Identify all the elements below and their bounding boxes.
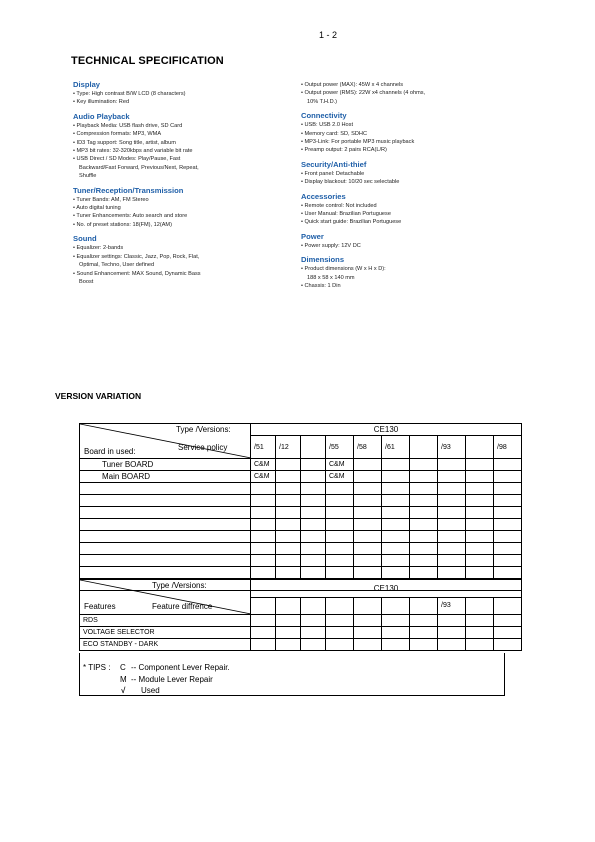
spec-section: [73, 112, 283, 181]
empty-row: [80, 567, 522, 579]
spec-item: Optimal, Techno, User defined: [79, 262, 155, 269]
table-cell: [494, 495, 522, 507]
version-cell: /12: [276, 436, 301, 459]
table-cell: [276, 531, 301, 543]
table-cell: [466, 627, 494, 639]
spec-item: • Preamp output: 2 pairs RCA(L/R): [301, 146, 511, 154]
table-cell: [80, 543, 251, 555]
table-cell: [251, 639, 276, 651]
table-cell: [410, 519, 438, 531]
table-cell: [326, 555, 354, 567]
spec-list: [301, 202, 511, 227]
table-cell: [251, 627, 276, 639]
tips-check-text: Used: [141, 686, 160, 695]
table-cell: [301, 543, 326, 555]
spec-item: • Tuner Bands: AM, FM Stereo: [73, 196, 283, 204]
table-cell: [326, 495, 354, 507]
table-cell: [251, 555, 276, 567]
board-in-used-label: Board in used:: [84, 447, 136, 456]
table-cell: [466, 567, 494, 579]
section-heading: Dimensions: [301, 255, 345, 265]
version-cell: /93: [438, 436, 466, 459]
table-cell: C&M: [251, 459, 276, 471]
table-cell: [410, 507, 438, 519]
table-cell: [80, 507, 251, 519]
spec-item: 10% T.H.D.): [307, 98, 338, 105]
table-cell: [301, 627, 326, 639]
table-cell: [354, 483, 382, 495]
table-cell: [354, 507, 382, 519]
table-cell: [438, 555, 466, 567]
table-cell: [410, 627, 438, 639]
table-cell: [276, 639, 301, 651]
table-cell: [494, 567, 522, 579]
version-cell: [410, 597, 438, 615]
table-cell: [410, 495, 438, 507]
table-cell: [382, 471, 410, 483]
table-cell: [276, 519, 301, 531]
page-title: TECHNICAL SPECIFICATION: [71, 55, 224, 67]
spec-section: [73, 80, 283, 107]
table-cell: C&M: [251, 471, 276, 483]
spec-section: [73, 186, 283, 230]
table2-header-cell: [80, 580, 251, 615]
version-cell: /61: [382, 436, 410, 459]
version-cell: [410, 436, 438, 459]
model-cell: CE130: [251, 580, 522, 598]
table-cell: [301, 639, 326, 651]
table-cell: [326, 627, 354, 639]
table-cell: [494, 555, 522, 567]
empty-row: [80, 543, 522, 555]
spec-right-column: [301, 81, 511, 296]
version-cell: /55: [326, 436, 354, 459]
spec-section: [301, 255, 511, 290]
table-cell: C&M: [326, 471, 354, 483]
table-cell: [438, 627, 466, 639]
spec-section: [301, 192, 511, 227]
table-cell: [251, 495, 276, 507]
check-icon: √: [121, 686, 126, 695]
spec-section: [301, 160, 511, 187]
spec-item: • MP3 bit rates: 32-320kbps and variable bit rate: [73, 147, 283, 155]
table-cell: [276, 471, 301, 483]
section-heading: Connectivity: [301, 111, 347, 121]
empty-row: [80, 531, 522, 543]
spec-list: [301, 121, 511, 155]
version-cell: /93: [438, 597, 466, 615]
table-cell: [301, 567, 326, 579]
table-cell: [276, 495, 301, 507]
table-cell: [276, 555, 301, 567]
empty-row: [80, 519, 522, 531]
spec-list: [301, 81, 511, 106]
feature-label: ECO STANDBY - DARK: [80, 639, 251, 651]
table-cell: [354, 567, 382, 579]
spec-left-column: [73, 80, 283, 291]
table-cell: C&M: [326, 459, 354, 471]
table-cell: [466, 495, 494, 507]
spec-item: 188 x 58 x 140 mm: [307, 274, 355, 281]
table-cell: [354, 615, 382, 627]
table-cell: [80, 567, 251, 579]
feature-row: [80, 639, 522, 651]
spec-item: • Front panel: Detachable: [301, 170, 511, 178]
table-cell: [466, 459, 494, 471]
spec-list: [73, 196, 283, 230]
table-cell: [466, 519, 494, 531]
spec-item: • Auto digital tuning: [73, 204, 283, 212]
spec-item: • User Manual: Brazilian Portuguese: [301, 210, 511, 218]
version-cell: [354, 597, 382, 615]
table-cell: [382, 543, 410, 555]
tips-c-text: -- Component Lever Repair.: [131, 663, 230, 672]
feature-label: VOLTAGE SELECTOR: [80, 627, 251, 639]
table-cell: [251, 567, 276, 579]
table-cell: [301, 531, 326, 543]
feature-row: [80, 627, 522, 639]
table-cell: [494, 543, 522, 555]
version-cell: [466, 597, 494, 615]
table-cell: [382, 483, 410, 495]
table-cell: [326, 639, 354, 651]
table-cell: [494, 615, 522, 627]
table-cell: [438, 495, 466, 507]
tips-c-key: C: [120, 663, 126, 672]
table-cell: [382, 555, 410, 567]
spec-item: • Tuner Enhancements: Auto search and store: [73, 212, 283, 220]
table-cell: [276, 459, 301, 471]
spec-section: [301, 232, 511, 250]
table-cell: [466, 507, 494, 519]
table-cell: [410, 615, 438, 627]
table-cell: [301, 471, 326, 483]
spec-item: • No. of preset stations: 18(FM), 12(AM): [73, 221, 283, 229]
table-cell: [251, 615, 276, 627]
spec-list: [73, 122, 283, 181]
spec-item: • Chassis: 1 Din: [301, 282, 511, 290]
spec-item: • Memory card: SD, SDHC: [301, 130, 511, 138]
table-cell: [301, 615, 326, 627]
table-cell: [494, 639, 522, 651]
table-cell: [494, 483, 522, 495]
version-cell: [301, 597, 326, 615]
table-cell: [354, 555, 382, 567]
service-policy-label: Service policy: [178, 443, 228, 452]
table-cell: [382, 507, 410, 519]
empty-row: [80, 555, 522, 567]
table-cell: [438, 471, 466, 483]
table-cell: [466, 615, 494, 627]
type-versions-label: Type /Versions:: [176, 425, 231, 434]
version-cell: [326, 597, 354, 615]
empty-row: [80, 483, 522, 495]
spec-item: • Quick start guide: Brazilian Portuguese: [301, 218, 511, 226]
empty-row: [80, 507, 522, 519]
table-cell: [301, 507, 326, 519]
table-cell: [438, 567, 466, 579]
spec-item: • Output power (MAX): 45W x 4 channels: [301, 81, 511, 89]
spec-item: • MP3-Link: For portable MP3 music playback: [301, 138, 511, 146]
spec-item: • Equalizer: 2-bands: [73, 244, 283, 252]
empty-row: [80, 495, 522, 507]
spec-item: • Product dimensions (W x H x D):: [301, 265, 511, 273]
version-cell: [276, 597, 301, 615]
table-cell: [276, 615, 301, 627]
table-cell: [438, 615, 466, 627]
table-cell: [382, 531, 410, 543]
table-cell: [438, 531, 466, 543]
table-cell: [80, 519, 251, 531]
table-cell: [410, 567, 438, 579]
table-cell: [438, 483, 466, 495]
table-cell: [466, 483, 494, 495]
section-heading: Security/Anti-thief: [301, 159, 367, 169]
table-cell: [354, 639, 382, 651]
spec-section: [73, 234, 283, 286]
table-cell: [354, 495, 382, 507]
table-cell: [494, 459, 522, 471]
spec-item: Backward/Fast Forward, Previous/Next, Repeat,: [79, 164, 199, 171]
version-board-table: [79, 423, 522, 591]
feature-row: [80, 615, 522, 627]
spec-item: • Power supply: 12V DC: [301, 242, 511, 250]
spec-item: Shuffle: [79, 173, 97, 180]
table-cell: [354, 519, 382, 531]
version-cell: [251, 597, 276, 615]
spec-item: • USB: USB 2.0 Host: [301, 121, 511, 129]
features-label: Features: [84, 602, 116, 611]
table-cell: [438, 639, 466, 651]
table-cell: [410, 483, 438, 495]
table-cell: [354, 459, 382, 471]
table-cell: [80, 495, 251, 507]
spec-item: • Equalizer settings: Classic, Jazz, Pop, Rock, Flat,: [73, 253, 283, 261]
section-heading: Tuner/Reception/Transmission: [73, 185, 184, 195]
table-cell: [410, 555, 438, 567]
spec-item: • Output power (RMS): 22W x4 channels (4 ohms,: [301, 89, 511, 97]
spec-item: • Type: High contrast B/W LCD (8 characters): [73, 90, 283, 98]
table-cell: [354, 531, 382, 543]
spec-list: [301, 242, 511, 250]
table-cell: [251, 519, 276, 531]
feature-difference-label: Feature diffrence: [152, 602, 213, 611]
version-variation-title: VERSION VARIATION: [55, 391, 142, 401]
table-cell: [410, 639, 438, 651]
table-cell: [494, 507, 522, 519]
table-cell: [410, 471, 438, 483]
version-cell: [466, 436, 494, 459]
table-cell: [382, 627, 410, 639]
spec-item: • Compression formats: MP3, WMA: [73, 130, 283, 138]
table-cell: [326, 567, 354, 579]
spec-item: • Key illumination: Red: [73, 98, 283, 106]
table-cell: [354, 627, 382, 639]
table-cell: [326, 531, 354, 543]
table-cell: [382, 519, 410, 531]
spec-list: [301, 170, 511, 187]
spec-section: [301, 111, 511, 155]
table-cell: [80, 531, 251, 543]
table-cell: [326, 519, 354, 531]
spec-section: [301, 81, 511, 106]
table-cell: [301, 555, 326, 567]
table-cell: [276, 543, 301, 555]
table-cell: [494, 627, 522, 639]
version-cell: /58: [354, 436, 382, 459]
type-versions-label: Type /Versions:: [152, 581, 207, 590]
page-number: 1 - 2: [319, 30, 338, 40]
spec-list: [73, 244, 283, 286]
version-cell: /51: [251, 436, 276, 459]
table-cell: [251, 507, 276, 519]
tips-m-key: M: [120, 675, 127, 684]
version-cell: [494, 597, 522, 615]
spec-item: • USB Direct / SD Modes: Play/Pause, Fast: [73, 155, 283, 163]
table-cell: [494, 531, 522, 543]
table-cell: [466, 555, 494, 567]
spec-item: • Sound Enhancement: MAX Sound, Dynamic Bass: [73, 270, 283, 278]
table-cell: [301, 459, 326, 471]
table-cell: [382, 615, 410, 627]
table-cell: [80, 483, 251, 495]
table-cell: [301, 495, 326, 507]
table-cell: [410, 459, 438, 471]
section-heading: Audio Playback: [73, 111, 130, 121]
feature-table: [79, 579, 522, 651]
spec-item: Boost: [79, 278, 94, 285]
table-cell: [466, 471, 494, 483]
section-heading: Power: [301, 231, 324, 241]
table-cell: [410, 531, 438, 543]
table-row: [80, 459, 522, 471]
table-cell: [301, 519, 326, 531]
spec-list: [73, 90, 283, 107]
table-cell: [276, 483, 301, 495]
table-cell: [438, 519, 466, 531]
spec-item: • Display blackout: 10/20 sec selectable: [301, 178, 511, 186]
tips-m-text: -- Module Lever Repair: [131, 675, 213, 684]
spec-item: • ID3 Tag support: Song title, artist, album: [73, 139, 283, 147]
spec-item: • Playback Media: USB flash drive, SD Card: [73, 122, 283, 130]
table-cell: [80, 555, 251, 567]
table-cell: [326, 543, 354, 555]
table-cell: [494, 519, 522, 531]
tips-box: [79, 653, 505, 696]
table-cell: [326, 483, 354, 495]
table-cell: [251, 531, 276, 543]
version-cell: /98: [494, 436, 522, 459]
table-cell: [354, 543, 382, 555]
table-cell: [276, 627, 301, 639]
table-cell: [326, 615, 354, 627]
section-heading: Sound: [73, 234, 97, 244]
table-cell: [382, 495, 410, 507]
table-cell: [354, 471, 382, 483]
table-cell: [251, 543, 276, 555]
table-cell: [382, 567, 410, 579]
table-cell: [382, 459, 410, 471]
feature-label: RDS: [80, 615, 251, 627]
board-label: Tuner BOARD: [80, 459, 251, 471]
section-heading: Accessories: [301, 191, 346, 201]
table-cell: [276, 567, 301, 579]
version-cell: [301, 436, 326, 459]
table-cell: [494, 471, 522, 483]
table-cell: [276, 507, 301, 519]
table1-header-cell: [80, 424, 251, 459]
table-cell: [438, 459, 466, 471]
table-cell: [438, 543, 466, 555]
tips-prefix: * TIPS :: [83, 663, 111, 672]
table-cell: [301, 483, 326, 495]
table-cell: [251, 483, 276, 495]
table-cell: [382, 639, 410, 651]
table-cell: [410, 543, 438, 555]
board-label: Main BOARD: [80, 471, 251, 483]
spec-list: [301, 265, 511, 290]
table-row: [80, 471, 522, 483]
table-cell: [466, 543, 494, 555]
table-cell: [326, 507, 354, 519]
spec-item: • Remote control: Not included: [301, 202, 511, 210]
version-cell: [382, 597, 410, 615]
model-cell: CE130: [251, 424, 522, 436]
section-heading: Display: [73, 80, 101, 89]
table-cell: [466, 531, 494, 543]
table-cell: [466, 639, 494, 651]
table-cell: [438, 507, 466, 519]
